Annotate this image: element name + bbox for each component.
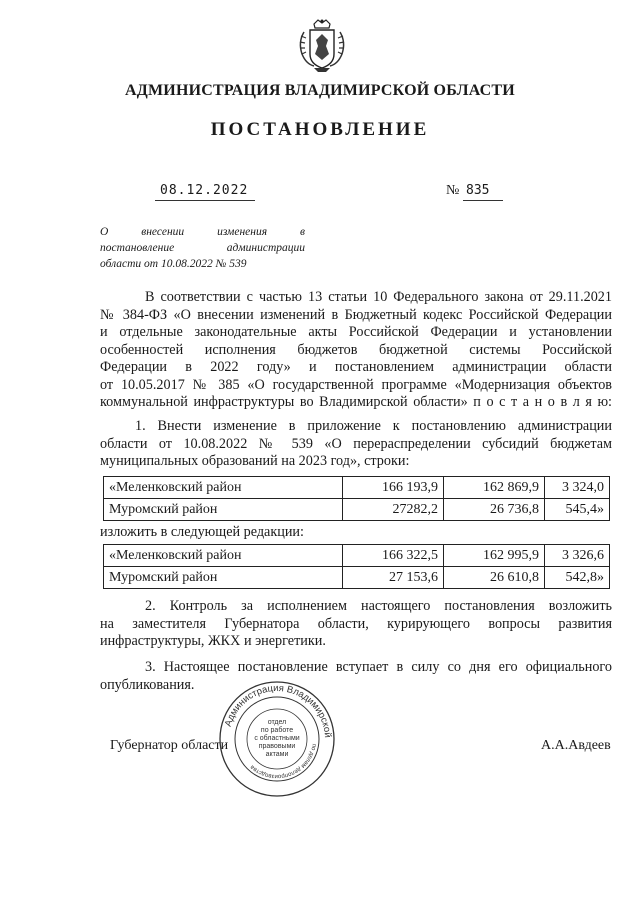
document-subject (100, 224, 305, 272)
item-3-line: опубликования. (100, 676, 195, 693)
old-values-table (103, 476, 610, 521)
value-cell: 3 326,6 (545, 545, 610, 567)
item-1-line: 1. Внести изменение в приложение к постановлению администрации (135, 418, 612, 434)
preamble-line: Федерации в 2022 году» и постановлением администрации области (100, 359, 612, 375)
value-cell: 27 153,6 (343, 567, 444, 589)
preamble-line: В соответствии с частью 13 статьи 10 Федерального закона от 29.11.2021 (145, 289, 612, 305)
document-number: 835 (466, 183, 490, 198)
district-name-cell: Муромский район (104, 499, 343, 521)
document-date: 08.12.2022 (160, 183, 249, 198)
item-1-paragraph (100, 418, 612, 471)
stamp-center-line: отдел (267, 719, 287, 726)
preamble-line: № 384-ФЗ «О внесении изменений в Бюджетный кодекс Российской Федерации (100, 306, 612, 323)
value-cell: 3 324,0 (545, 477, 610, 499)
item-3-paragraph (100, 659, 612, 694)
stamp-center-line: по работе (260, 727, 294, 734)
signatory-name: А.А.Авдеев (541, 738, 611, 753)
round-stamp (218, 680, 336, 798)
value-cell: 26 736,8 (444, 499, 545, 521)
stamp-inner-ring-text: по делам делопроизводства (249, 743, 317, 780)
subject-line: постановление администрации (100, 242, 305, 254)
value-cell: 162 995,9 (444, 545, 545, 567)
preamble-paragraph (100, 289, 612, 412)
stamp-center-line: правовыми (258, 743, 296, 750)
preamble-line: коммунальной инфраструктуры во Владимирской области» п о с т а н о в л я ю: (100, 394, 612, 410)
item-3-line: 3. Настоящее постановление вступает в силу со дня его официального (145, 659, 612, 675)
table-row (104, 477, 610, 499)
district-name-cell: «Меленковский район (104, 545, 343, 567)
value-cell: 545,4» (545, 499, 610, 521)
new-values-table (103, 544, 610, 589)
coat-of-arms-emblem (296, 18, 348, 74)
preamble-line: от 10.05.2017 № 385 «О государственной программе «Модернизация объектов (100, 376, 612, 393)
item-1-line: муниципальных образований на 2023 год», строки: (100, 453, 410, 469)
preamble-line: особенностей исполнения бюджетов бюджетной системы Российской (100, 341, 612, 358)
item-1-line: области от 10.08.2022 № 539 «О перераспределении субсидий бюджетам (100, 435, 612, 452)
value-cell: 166 193,9 (343, 477, 444, 499)
value-cell: 26 610,8 (444, 567, 545, 589)
document-type-title: ПОСТАНОВЛЕНИЕ (210, 119, 430, 140)
number-sign: № (446, 183, 460, 198)
stamp-center-line: актами (265, 751, 289, 758)
stamp-ring-text: Администрация Владимирской (222, 682, 334, 739)
preamble-line: и отдельные законодательные акты Российской Федерации и установлении (100, 324, 612, 340)
date-underline (155, 200, 255, 201)
item-2-line: на заместителя Губернатора области, курирующего вопросы развития (100, 615, 612, 632)
subject-line: О внесении изменения в (100, 226, 305, 238)
signatory-position: Губернатор области (110, 738, 229, 753)
item-2-paragraph (100, 598, 612, 651)
district-name-cell: Муромский район (104, 567, 343, 589)
table-row (104, 567, 610, 589)
number-underline (463, 200, 503, 201)
table-row (104, 499, 610, 521)
organization-title: АДМИНИСТРАЦИЯ ВЛАДИМИРСКОЙ ОБЛАСТИ (125, 82, 515, 99)
district-name-cell: «Меленковский район (104, 477, 343, 499)
value-cell: 166 322,5 (343, 545, 444, 567)
value-cell: 542,8» (545, 567, 610, 589)
item-2-line: инфраструктуры, ЖКХ и энергетики. (100, 633, 326, 649)
value-cell: 162 869,9 (444, 477, 545, 499)
item-2-line: 2. Контроль за исполнением настоящего постановления возложить (145, 598, 612, 614)
restate-text: изложить в следующей редакции: (100, 524, 304, 540)
value-cell: 27282,2 (343, 499, 444, 521)
table-row (104, 545, 610, 567)
subject-line: области от 10.08.2022 № 539 (100, 258, 247, 270)
stamp-center-line: с областными (254, 735, 300, 742)
